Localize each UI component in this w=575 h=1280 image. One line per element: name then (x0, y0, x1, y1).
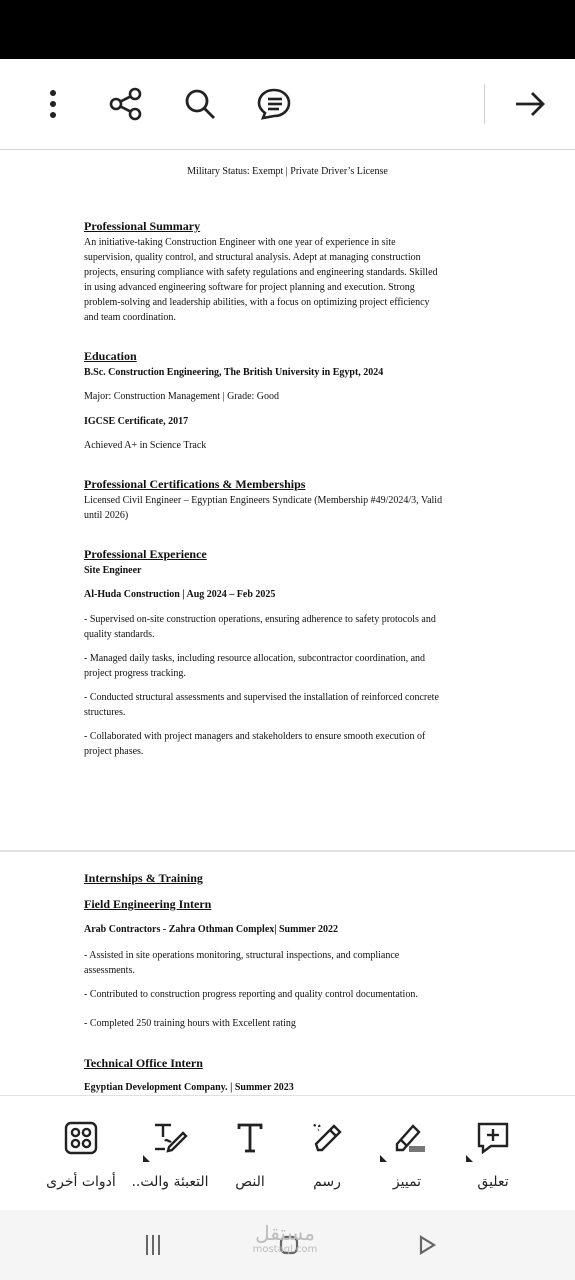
experience-bullet: project phases. (84, 746, 144, 757)
more-vertical-icon[interactable] (40, 84, 66, 124)
certifications-heading: Professional Certifications & Memberships (84, 477, 306, 491)
search-icon[interactable] (180, 84, 220, 124)
tool-label: تمييز (392, 1174, 422, 1190)
draw-icon (282, 1118, 372, 1158)
education-heading: Education (84, 349, 137, 363)
pdf-document-view[interactable] (0, 150, 575, 1095)
tool-label: تعليق (477, 1174, 509, 1190)
experience-bullet: structures. (84, 707, 126, 718)
recent-apps-icon[interactable] (138, 1228, 168, 1262)
page-separator (0, 850, 575, 852)
experience-bullet: project progress tracking. (84, 668, 186, 679)
experience-bullet: - Collaborated with project managers and stakeholders to ensure smooth execution of (84, 731, 426, 742)
education-igcse: IGCSE Certificate, 2017 (84, 416, 189, 427)
fill-sign-icon (125, 1118, 215, 1158)
tool-label: رسم (313, 1174, 341, 1190)
experience-role: Site Engineer (84, 565, 142, 576)
comments-icon[interactable] (252, 84, 296, 124)
internships-heading: Internships & Training (84, 871, 203, 885)
tool-label: النص (235, 1174, 265, 1190)
watermark (235, 1222, 335, 1256)
top-toolbar (0, 59, 575, 150)
tool-comment[interactable] (448, 1096, 538, 1211)
watermark-sub: mostaql.com (252, 1244, 318, 1255)
experience-company: Al-Huda Construction | Aug 2024 – Feb 2025 (84, 589, 276, 600)
field-intern-bullet: - Completed 250 training hours with Excellent rating (84, 1018, 296, 1029)
summary-line: projects, ensuring compliance with safety regulations and engineering standards. Skilled (84, 267, 438, 278)
watermark-main: مستقل (255, 1221, 315, 1245)
field-intern-heading: Field Engineering Intern (84, 897, 212, 911)
summary-line: An initiative-taking Construction Engineer with one year of experience in site (84, 237, 396, 248)
education-major: Major: Construction Management | Grade: Good (84, 391, 280, 402)
office-intern-company: Egyptian Development Company. | Summer 2023 (84, 1082, 294, 1093)
forward-arrow-icon[interactable] (510, 84, 550, 124)
toolbar-divider (484, 84, 485, 124)
certification-line: until 2026) (84, 510, 129, 521)
tool-highlight[interactable] (362, 1096, 452, 1211)
share-icon[interactable] (106, 84, 146, 124)
bottom-tools-bar (0, 1095, 575, 1211)
education-achievement: Achieved A+ in Science Track (84, 440, 207, 451)
summary-line: in using advanced engineering software for project planning and execution. Strong (84, 282, 415, 293)
experience-bullet: - Supervised on-site construction operations, ensuring adherence to safety protocols and (84, 614, 436, 625)
highlight-icon (362, 1118, 452, 1158)
status-bar (0, 0, 575, 59)
tool-draw[interactable] (282, 1096, 372, 1211)
field-intern-bullet: - Assisted in site operations monitoring, structural inspections, and compliance (84, 950, 400, 961)
tool-more-tools[interactable] (36, 1096, 126, 1211)
education-degree: B.Sc. Construction Engineering, The British University in Egypt, 2024 (84, 367, 384, 378)
grid-icon (36, 1118, 126, 1158)
add-comment-icon (448, 1118, 538, 1158)
experience-heading: Professional Experience (84, 547, 207, 561)
summary-line: and team coordination. (84, 312, 176, 323)
summary-line: problem-solving and leadership abilities, with a focus on optimizing project efficiency (84, 297, 430, 308)
back-icon[interactable] (412, 1228, 442, 1262)
field-intern-bullet: assessments. (84, 965, 135, 976)
military-status: Military Status: Exempt | Private Driver’s License (187, 166, 388, 177)
tool-label: أدوات أخرى (46, 1174, 116, 1190)
office-intern-heading: Technical Office Intern (84, 1056, 203, 1070)
certification-line: Licensed Civil Engineer – Egyptian Engineers Syndicate (Membership #49/2024/3, Valid (84, 495, 443, 506)
tool-label: التعبئة والت.. (131, 1174, 209, 1190)
experience-bullet: quality standards. (84, 629, 155, 640)
field-intern-company: Arab Contractors - Zahra Othman Complex| Summer 2022 (84, 924, 338, 935)
summary-heading: Professional Summary (84, 219, 201, 233)
tool-fill-sign[interactable] (125, 1096, 215, 1211)
field-intern-bullet: - Contributed to construction progress reporting and quality control documentation. (84, 989, 418, 1000)
experience-bullet: - Conducted structural assessments and supervised the installation of reinforced concrete (84, 692, 439, 703)
summary-line: supervision, quality control, and structural analysis. Adept at managing construction (84, 252, 421, 263)
experience-bullet: - Managed daily tasks, including resource allocation, subcontractor coordination, and (84, 653, 426, 664)
